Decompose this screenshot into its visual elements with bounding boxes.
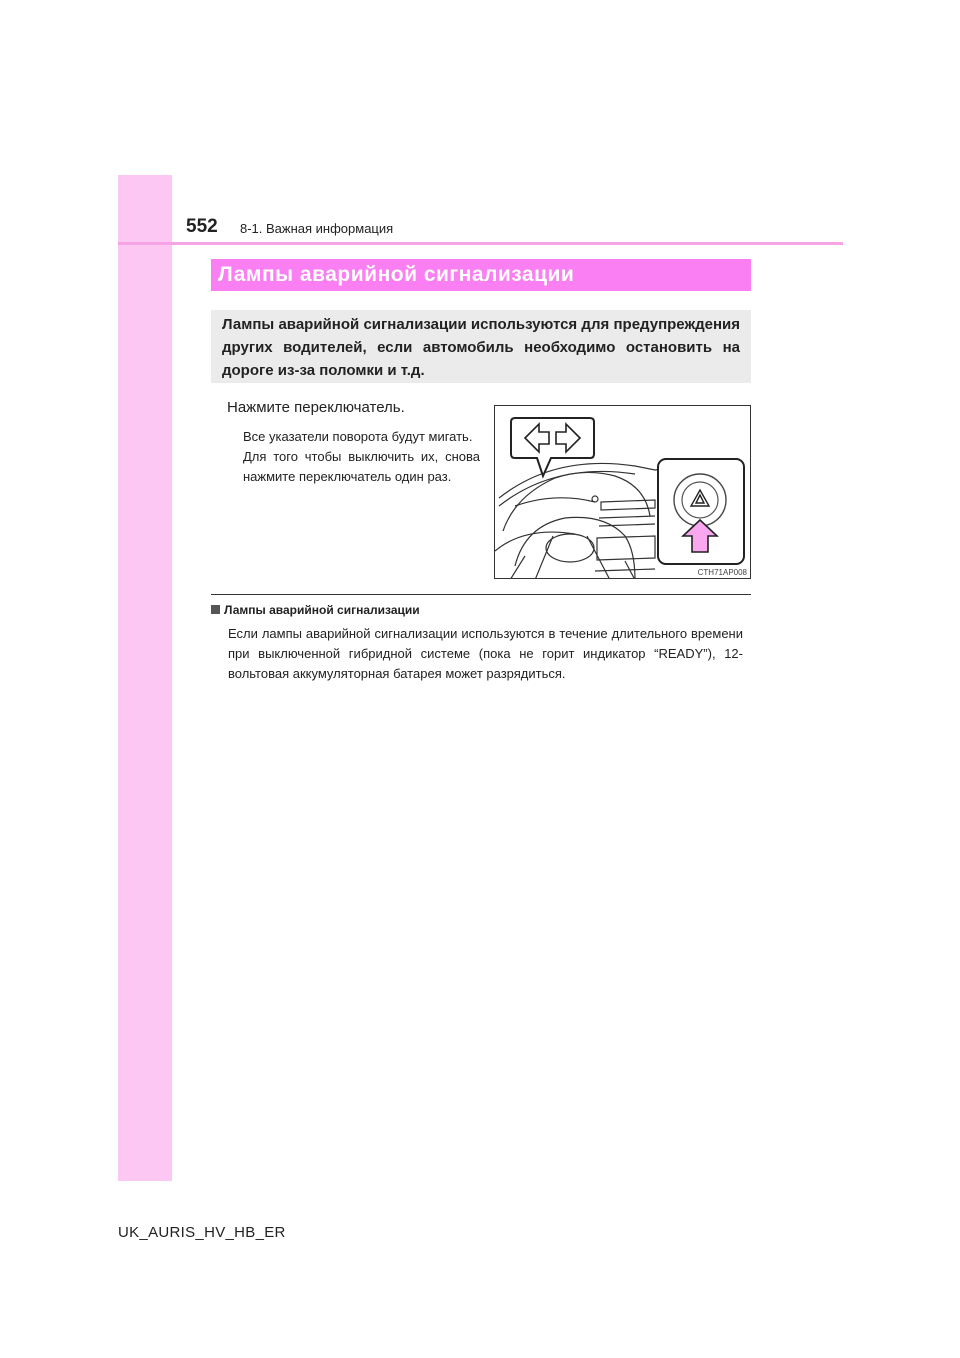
section-label: 8-1. Важная информация: [240, 221, 394, 236]
page-title: Лампы аварийной сигнализации: [218, 263, 575, 286]
turn-signal-callout: [511, 418, 594, 476]
step-instruction: Нажмите переключатель.: [227, 399, 405, 416]
hazard-switch-illustration: [494, 405, 751, 579]
summary-text: Лампы аварийной сигнализации используются для предупреждения других водителей, если автомобиль необходимо остановить на дороге из-за поломки и т.д.: [222, 316, 740, 379]
header-rule: [118, 242, 843, 245]
footer-code: UK_AURIS_HV_HB_ER: [118, 1224, 286, 1241]
square-bullet-icon: [211, 605, 220, 614]
hazard-switch-callout: [658, 459, 744, 564]
section-divider: [211, 594, 751, 595]
side-color-band: [118, 175, 172, 1181]
step-note: Все указатели поворота будут мигать.: [243, 429, 473, 444]
dashboard-drawing: [495, 463, 670, 579]
info-heading: [211, 603, 420, 617]
info-heading-text: Лампы аварийной сигнализации: [224, 603, 420, 617]
step-notes: [243, 427, 480, 487]
page-number: 552: [186, 216, 218, 237]
info-body: Если лампы аварийной сигнализации используются в течение длительного времени при выключенной гибридной системе (пока не горит индикатор “READY”), 12-вольтовая аккумуляторная батарея может разрядиться.: [228, 626, 743, 681]
step-note: Для того чтобы выключить их, снова нажмите переключатель один раз.: [243, 449, 480, 484]
figure-code: CTH71AP008: [697, 568, 747, 577]
